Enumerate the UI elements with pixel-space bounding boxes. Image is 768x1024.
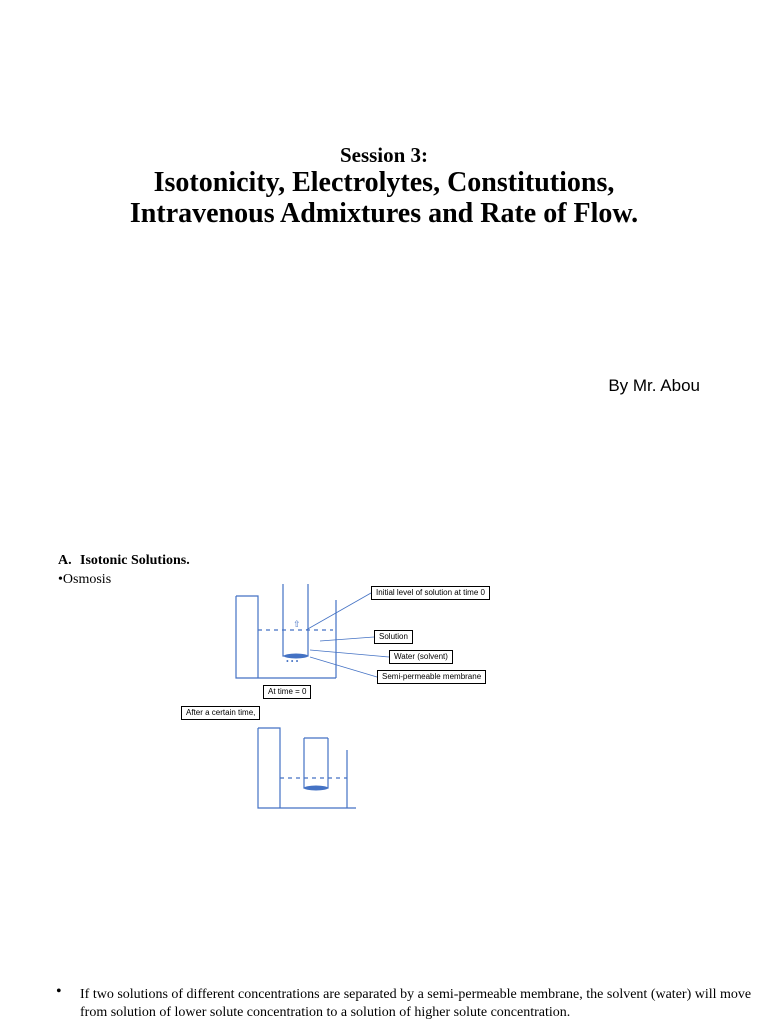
leader-water: [310, 650, 389, 657]
session-label: Session 3:: [339, 143, 429, 167]
label-solution: Solution: [374, 630, 413, 644]
list-bullet: •: [58, 572, 63, 587]
title-line-2: Intravenous Admixtures and Rate of Flow.: [129, 198, 639, 229]
beaker-outline-bottom: [258, 728, 356, 808]
leader-initial-level: [306, 593, 371, 630]
label-membrane: Semi-permeable membrane: [377, 670, 486, 684]
title-line-1: Isotonicity, Electrolytes, Constitutions,: [153, 167, 615, 198]
author-byline: By Mr. Abou: [608, 376, 700, 395]
beaker-inner-wall: [236, 596, 258, 678]
label-water: Water (solvent): [389, 650, 453, 664]
label-time-zero: At time = 0: [263, 685, 311, 699]
body-bullet-dot: •: [56, 983, 62, 1000]
body-bullet-text: If two solutions of different concentrations are separated by a semi-permeable membrane, the solvent (water) will move from solution of lower solute concentration to a solution of higher solute concentration.: [80, 987, 752, 1020]
section-letter: A.: [58, 553, 72, 568]
beaker-inner-wall-bottom: [258, 728, 280, 808]
leader-membrane: [310, 657, 377, 677]
inner-tube-bottom: [304, 738, 328, 788]
membrane-bottom: [304, 786, 328, 791]
water-molecules-icon: • • •: [286, 657, 299, 666]
leader-solution: [320, 637, 374, 641]
label-after-time: After a certain time,: [181, 706, 260, 720]
apparatus-after-time: [258, 728, 356, 808]
section-heading-text: Isotonic Solutions.: [80, 553, 190, 568]
up-arrow-icon: ⇧: [293, 619, 301, 629]
osmosis-item-text: Osmosis: [62, 572, 112, 587]
label-initial-level: Initial level of solution at time 0: [371, 586, 490, 600]
